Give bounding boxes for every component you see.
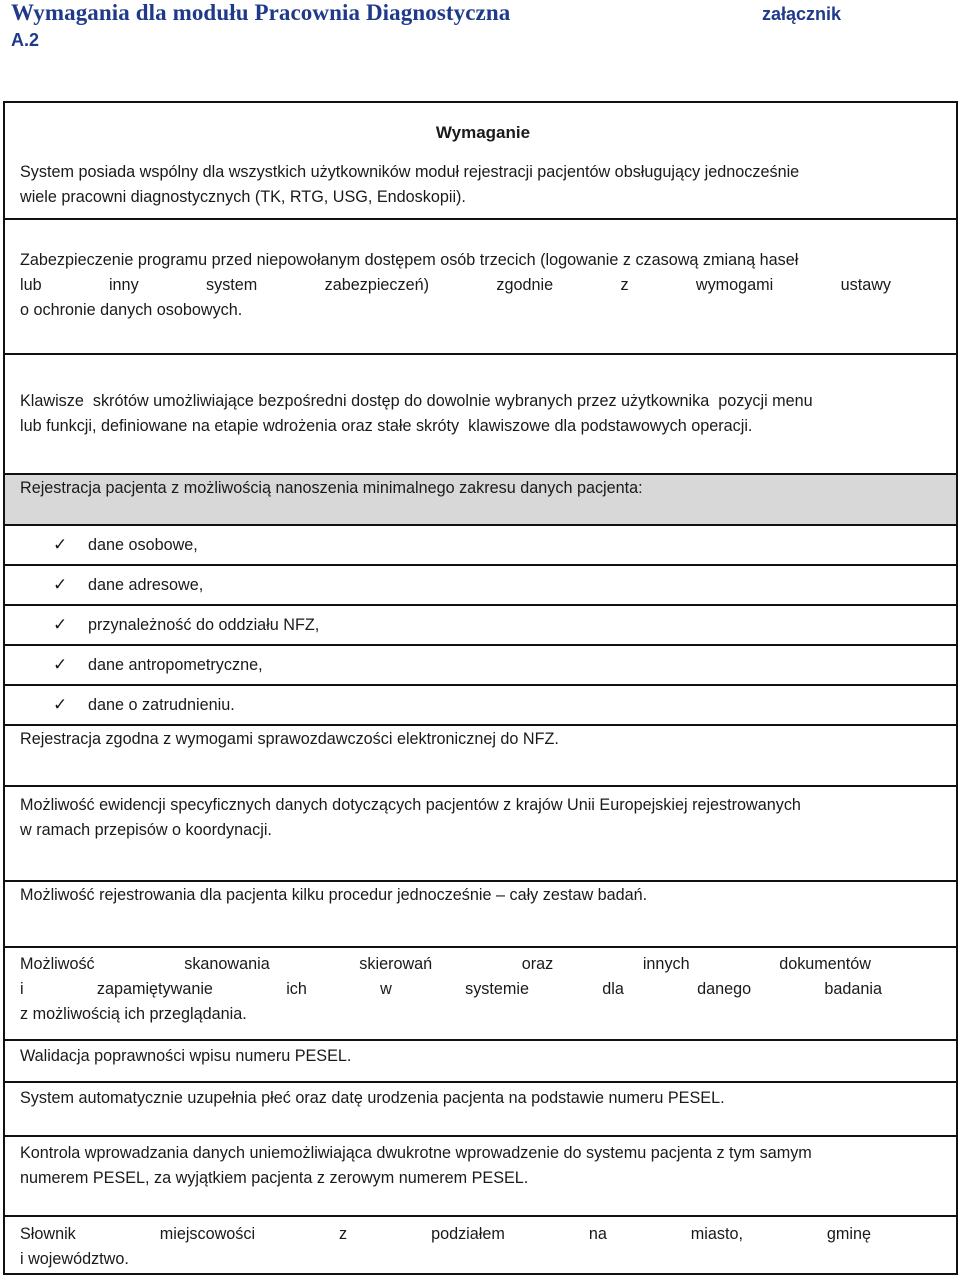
list-item [5,524,956,564]
req-shared-module-line2: wiele pracowni diagnostycznych (TK, RTG, USG, Endoskopii). [20,188,466,206]
req-dictionary-line1: Słownik miejscowości z podziałem na miasto, gminę [20,1225,871,1243]
table-row [5,724,956,785]
req-pesel-autofill: System automatycznie uzupełnia płeć oraz datę urodzenia pacjenta na podstawie numeru PESEL. [20,1089,725,1107]
table-row [5,880,956,946]
registration-item: dane o zatrudnieniu. [88,696,235,714]
table-row [5,1135,956,1215]
req-security-line3: o ochronie danych osobowych. [20,301,243,319]
req-multi-procedure: Możliwość rejestrowania dla pacjenta kilku procedur jednocześnie – cały zestaw badań. [20,886,648,904]
table-row [5,1039,956,1081]
list-item [5,604,956,644]
req-scanning-line2: i zapamiętywanie ich w systemie dla danego badania [20,980,882,998]
registration-item: dane antropometryczne, [88,656,263,674]
table-row [5,353,956,473]
checkmark-icon: ✓ [53,615,68,634]
table-row [5,101,956,218]
registration-item: dane osobowe, [88,536,198,554]
req-shortcuts-line1: Klawisze skrótów umożliwiające bezpośredni dostęp do dowolnie wybranych przez użytkownika pozycji menu [20,392,813,410]
registration-item: dane adresowe, [88,576,204,594]
table-row [5,1215,956,1275]
req-shortcuts-line2: lub funkcji, definiowane na etapie wdrożenia oraz stałe skróty klawiszowe dla podstawowych operacji. [20,417,753,435]
req-pesel-duplicate-line1: Kontrola wprowadzania danych uniemożliwiająca dwukrotne wprowadzenie do systemu pacjenta z tym samym [20,1144,812,1162]
req-security-line1: Zabezpieczenie programu przed niepowołanym dostępem osób trzecich (logowanie z czasową zmianą haseł [20,251,799,269]
table-row [5,1081,956,1135]
table-row [5,785,956,880]
column-header: Wymaganie [435,123,531,142]
req-pesel-validation: Walidacja poprawności wpisu numeru PESEL. [20,1047,352,1065]
req-nfz: Rejestracja zgodna z wymogami sprawozdawczości elektronicznej do NFZ. [20,730,559,748]
req-eu-line1: Możliwość ewidencji specyficznych danych dotyczących pacjentów z krajów Unii Europejskiej rejestrowanych [20,796,801,814]
req-registration-intro: Rejestracja pacjenta z możliwością nanoszenia minimalnego zakresu danych pacjenta: [20,479,643,497]
table-row [5,473,956,524]
list-item [5,564,956,604]
req-eu-line2: w ramach przepisów o koordynacji. [20,821,272,839]
requirements-table [3,101,958,1275]
document-title: Wymagania dla modułu Pracownia Diagnostyczna [11,0,511,25]
attachment-label: załącznik [762,4,842,24]
req-shared-module-line1: System posiada wspólny dla wszystkich użytkowników moduł rejestracji pacjentów obsługujący jednocześnie [20,163,800,181]
checkmark-icon: ✓ [53,575,68,594]
checkmark-icon: ✓ [53,535,68,554]
table-row [5,946,956,1039]
req-dictionary-line2: i województwo. [20,1250,129,1268]
req-scanning-line3: z możliwością ich przeglądania. [20,1005,247,1023]
checkmark-icon: ✓ [53,655,68,674]
list-item [5,684,956,724]
list-item [5,644,956,684]
req-pesel-duplicate-line2: numerem PESEL, za wyjątkiem pacjenta z zerowym numerem PESEL. [20,1169,529,1187]
req-security-line2: lub inny system zabezpieczeń) zgodnie z wymogami ustawy [20,276,891,294]
registration-item: przynależność do oddziału NFZ, [88,616,320,634]
req-scanning-line1: Możliwość skanowania skierowań oraz innych dokumentów [20,955,871,973]
table-row [5,218,956,353]
checkmark-icon: ✓ [53,695,68,714]
attachment-ref: A.2 [11,30,40,50]
